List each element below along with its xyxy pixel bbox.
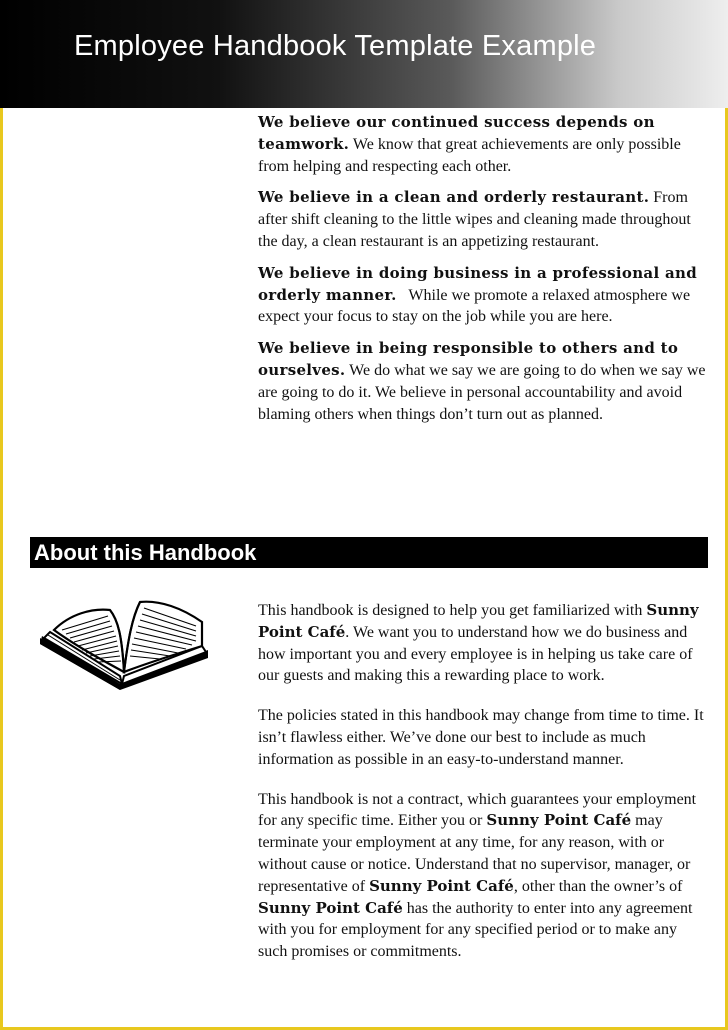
company-name: Sunny Point Café [258,898,403,917]
page-title: Employee Handbook Template Example [74,30,597,62]
belief-paragraph [258,338,708,425]
text-run: This handbook is designed to help you get familiarized with [258,602,647,619]
section-title: About this Handbook [34,540,257,565]
about-paragraph-3 [258,789,708,963]
belief-lead: We believe in a clean and orderly restaurant. [258,188,650,207]
belief-paragraph [258,187,708,252]
text-run: . We want you to understand how we do business and how important you and every employee is in helping us take care of our guests and making this a rewarding place to work. [258,623,693,685]
section-header-bar [30,537,708,568]
about-paragraph-1 [258,600,708,687]
open-book-icon [36,592,212,690]
belief-lead: We believe in doing business in a professional and orderly manner. [258,263,697,304]
company-name: Sunny Point Café [369,876,514,895]
beliefs-block [258,112,708,425]
header-banner [0,0,728,108]
about-paragraph-2: The policies stated in this handbook may change from time to time. It isn’t flawless either. We’ve done our best to include as much information as possible in an easy-to-understand manner. [258,707,704,768]
belief-paragraph [258,112,708,177]
company-name: Sunny Point Café [486,811,632,830]
belief-paragraph [258,263,708,328]
about-block [258,600,708,963]
text-run: , other than the owner’s of [513,877,683,895]
company-name: Sunny Point Café [258,601,699,641]
belief-text: We do what we say we are going to do when we say we are going to do it. We believe in personal accountability and avoid blaming others when things don’t turn out as planned. [258,361,706,423]
belief-lead: We believe in being responsible to others and to ourselves. [258,339,679,379]
text-run: This handbook is not a contract, which guarantees your employment for any specific time. Either you or [258,790,697,830]
text-run: may terminate your employment at any time, for any reason, with or without cause or notice. Understand that no supervisor, manager, or representative of [258,812,691,895]
belief-text: From after shift cleaning to the little wipes and cleaning made throughout the day, a clean restaurant is an appetizing restaurant. [258,189,691,250]
text-run: has the authority to enter into any agreement with you for employment for any specified period or to make any such promises or commitments. [258,899,693,961]
belief-lead: We believe our continued success depends on teamwork. [258,113,655,153]
belief-text: While we promote a relaxed atmosphere we expect your focus to stay on the job while you are here. [258,286,695,326]
belief-text: We know that great achievements are only possible from helping and respecting each other. [258,135,681,175]
